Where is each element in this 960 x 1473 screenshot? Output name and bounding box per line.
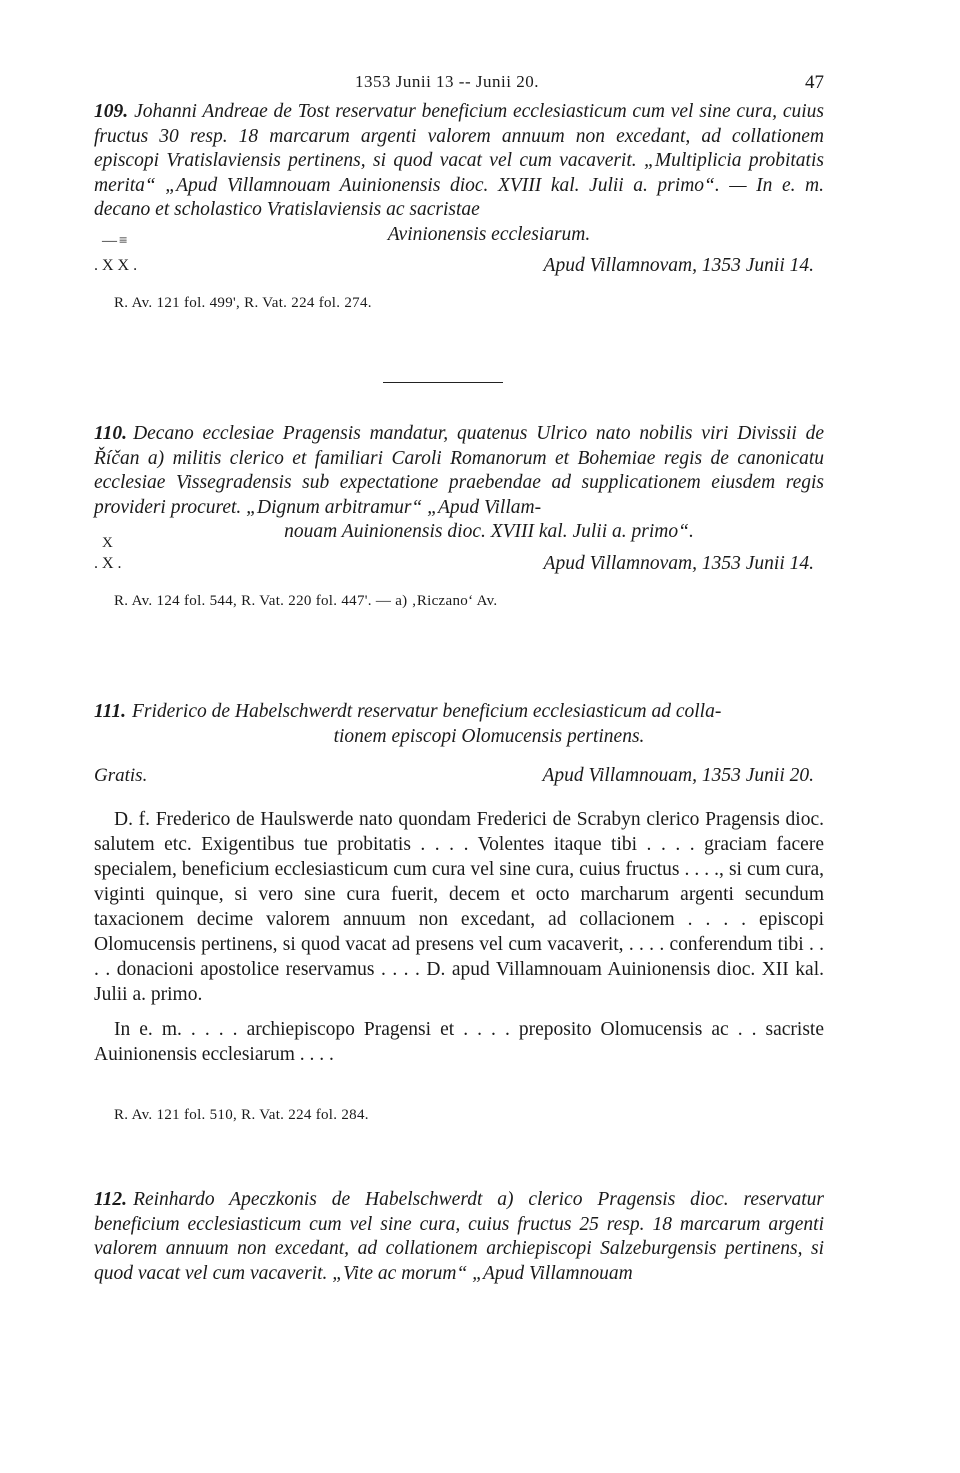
entry-110-mark-top: X (102, 534, 115, 551)
entry-110-text: Decano ecclesiae Pragensis mandatur, quatenus Ulrico nato nobilis viri Divissii de Říčan a) militis clerico et familiari Caroli Romanorum et Bohemiae regis de canonicatu ecclesiae Vissegradensis sub expectatione praebendae ad supplicationem eiusdem regis provideri procuret. „Dignum arbitramur“ „Apud Villam- (94, 423, 824, 518)
header-date-range: 1353 Junii 13 -- Junii 20. (355, 72, 539, 91)
page-number: 47 (805, 72, 824, 93)
entry-110-source: R. Av. 124 fol. 544, R. Vat. 220 fol. 447'. — a) ‚Riczano‘ Av. (114, 592, 498, 609)
entry-111-mark: Gratis. (94, 765, 148, 786)
entry-112-number: 112. (94, 1189, 128, 1210)
entry-111-text-end: tionem episcopi Olomucensis pertinens. (333, 725, 645, 747)
entry-109-text: Johanni Andreae de Tost reservatur beneficium ecclesiasticum cum vel sine cura, cuius fructus 30 resp. 18 marcarum argenti valorem annuum non excedant, ad collationem episcopi Vratislaviensis pertinens, si quod vacat vel cum vacaverit. „Multiplicia probitatis merita“ „Apud Villamnouam Auinionensis dioc. XVIII kal. Julii a. primo“. — In e. m. decano et scholastico Vratislaviensis ac sacristae (94, 101, 824, 220)
entry-110-regest (94, 422, 824, 520)
entry-109-regest (94, 100, 824, 223)
entry-111-date: Apud Villamnouam, 1353 Junii 20. (542, 765, 814, 786)
entry-109-mark: . X X . (94, 257, 138, 274)
entry-110-number: 110. (94, 423, 128, 444)
running-header (0, 72, 960, 98)
entry-111-letter: D. f. Frederico de Haulswerde nato quondam Frederici de Scrabyn clerico Pragensis dioc. salutem etc. Exigentibus tue probitatis . . . . Volentes itaque tibi . . . . graciam facere specialem, beneficium ecclesiasticum cum cura vel sine cura, cuius fructus . . . ., si cum cura, viginti quinque, si vero sine cura fuerit, decem et octo marcharum argenti secundum taxacionem decime valorem annuum non excedant, ad collacionem . . . . episcopi Olomucensis pertinens, si quod vacat ad presens vel cum vacaverit, . . . . conferendum tibi . . . . donacioni apostolice reservamus . . . . D. apud Villamnouam Auinionensis dioc. XII kal. Julii a. primo. (94, 809, 824, 1005)
entry-109-source: R. Av. 121 fol. 499', R. Vat. 224 fol. 274. (114, 295, 372, 311)
entry-111-source: R. Av. 121 fol. 510, R. Vat. 224 fol. 284. (114, 1107, 369, 1123)
separator-rule (383, 382, 503, 383)
entry-111-number: 111. (94, 701, 126, 722)
entry-110 (94, 422, 824, 610)
entry-110-date: Apud Villamnovam, 1353 Junii 14. (543, 552, 814, 574)
entry-110-text-end: nouam Auinionensis dioc. XVIII kal. Julii a. primo“. (284, 521, 694, 542)
entry-109-number: 109. (94, 101, 129, 122)
entry-109-date: Apud Villamnovam, 1353 Junii 14. (543, 255, 814, 276)
entry-110-date-line (94, 534, 824, 581)
entry-112-regest (94, 1188, 824, 1286)
entry-110-mark: . X . (94, 554, 122, 572)
entry-109 (94, 100, 824, 312)
entry-111-regest (94, 700, 824, 725)
entry-109-text-end: Avinionensis ecclesiarum. (387, 223, 591, 245)
entry-111 (94, 700, 824, 1124)
entry-109-mark-lines: —≡ (102, 233, 130, 249)
entry-112-text: Reinhardo Apeczkonis de Habelschwerdt a) clerico Pragensis dioc. reservatur beneficium ecclesiasticum cum vel sine cura, cuius fructus 25 resp. 18 marcarum argenti valorem annuum non excedant, ad collationem archiepiscopi Salzeburgensis pertinens, si quod vacat vel cum vacaverit. „Vite ac morum“ „Apud Villamnouam (94, 1189, 824, 1284)
entry-111-executors: In e. m. . . . . archiepiscopo Pragensi et . . . . preposito Olomucensis ac . . sacriste Auinionensis ecclesiarum . . . . (94, 1019, 824, 1065)
entry-111-date-line (94, 763, 824, 793)
entry-112 (94, 1188, 824, 1286)
entry-111-text: Friderico de Habelschwerdt reservatur beneficium ecclesiasticum ad colla- (131, 701, 722, 722)
